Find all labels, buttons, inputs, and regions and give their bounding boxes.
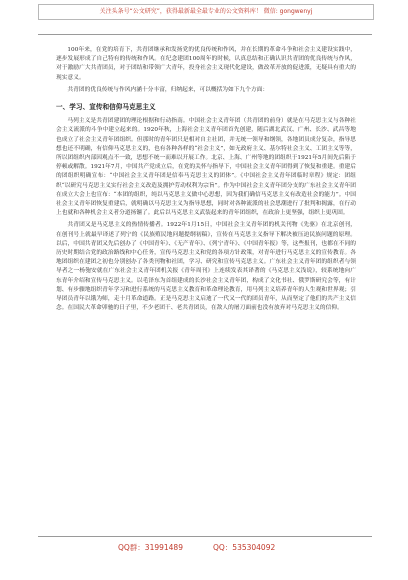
header-banner: 关注头条号“公文研究”，获得最新最全最专业的公文资料库！ 微信: gongwenyj (38, 4, 374, 20)
footer-qq-group: QQ群：31991489 (118, 543, 183, 552)
intro-paragraph-2: 共青团的优良传统与作风内涵十分丰富，归纳起来，可以概括为如下九个方面： (67, 86, 269, 93)
footer-divider (38, 536, 372, 537)
intro-paragraph-1: 100年来，在党的培育下，共青团继承和发扬党的优良传统和作风，并在长期的革命斗争和社会主义建设实践中，逐步发展形成了自己特有的传统和作风。在纪念建团100周年的时候，认真总结和正确认识共青团的优良传统与作风，对于激励广大共青团员，对于团结和带领广大青年，投身社会主义现代化建设，做改革开放的促进派，无疑具有重大的现实意义。 (56, 47, 356, 81)
section-paragraph-1: 马列主义是共青团建团的理论根据和行动指南。中国社会主义青年团（共青团的前身）就是在马克思主义与各种社会主义流派的斗争中建立起来的。1920年秋，上海社会主义青年团首先创建，随后湖北武汉、广州、长沙、武昌等地也成立了社会主义青年团组织。但那时的青年团只是相对自主社团，并无统一领导和纲领，各地团员成分复杂，指导思想也还不明确，有信仰马克思主义的，也有各种各样的“社会主义”，如无政府主义、基尔特社会主义、工团主义等等，所以团组织内部因观点不一致，思想不统一而难以开展工作。北京、上海、广州等地的团组织于1921年5月间先后陷于停顿或解散。1921年7月，中国共产党成立后，在党的关怀与指导下，中国社会主义青年团得到了恢复和重建。重建后的团组织明确宣布：“中国社会主义青年团是信奉马克思主义的团体”。《中国社会主义青年团临时章程》规定：团组织“以研究马克思主义实行社会主义改造及拥护劳动权利为宗旨”。作为中国社会主义青年团分支的广东社会主义青年团在成立大会上也宣布：“本团的组织，纯以马克思主义做中心思想，因为我们确信马克思主义有改造社会的能力”。中国社会主义青年团恢复重建后，就明确以马克思主义为指导思想，同时对各种流派的社会思潮进行了批判和揭露，在行动上也就和各种机会主义者分道扬镳了。此后以马克思主义武装起来的青年团组织，在政治上更坚强，组织上更巩固。 (56, 118, 356, 217)
section-paragraph-2: 共青团又是马克思主义的热情传播者。1922年1月15日，中国社会主义青年团的机关刊物《先驱》在北京创刊，在创刊号上就最早译述了列宁的《民族殖民地问题提纲初稿》，宣传在马克思主义指导下解决被压迫民族问题的原理。以后，中国共青团又先后创办了《中国青年》、《无产青年》、《列宁青年》、《中国青年报》等，这些报刊，也都在不同的历史时期结合党的政治路线和中心任务，宣传马克思主义和党的各项方针政策，对青年进行马克思主义的宣传教育。各地团组织在建团之初也分别创办了各类刊物和社团，学习、研究和宣传马克思主义。广东社会主义青年团的组织者与领导者之一杨匏安就在广东社会主义青年团机关报《青年周刊》上连续发表其译著的《马克思主义浅说》，较系统地向广东青年介绍和宣传马克思主义。以毛泽东为首组建成的长沙社会主义青年团，构成了文化书社、俄罗斯研究会等，有计划、有步骤地组织青年学习和进行系统的马克思主义教育和革命理论教育，用马列主义培养青年的人生观和世界观；引导团员青年以饿为师，走十月革命道路。正是马克思主义启迪了一代又一代的团员青年，从而坚定了他们的共产主义信念。在国民大革命卯驰的日子里，不少老团干、老共青团员，在敌人的屠刀面前也没有放弃对马克思主义的信仰。 (56, 222, 356, 312)
document-body (56, 46, 356, 533)
footer-qq-contact: QQ：535304092 (213, 543, 276, 552)
footer (0, 542, 408, 554)
header-divider (38, 34, 372, 35)
section-heading: 一、学习、宣传和信仰马克思主义 (56, 103, 156, 112)
